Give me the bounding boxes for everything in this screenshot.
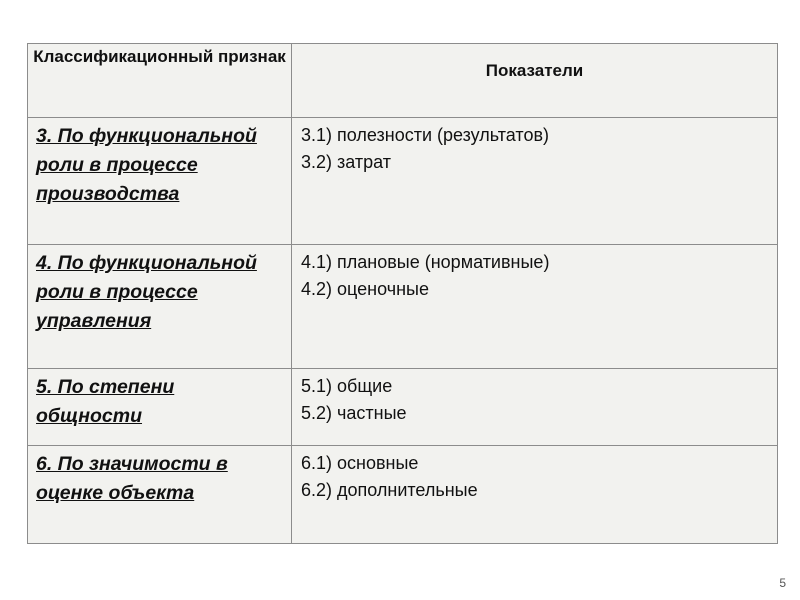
header-classification-feature: Классификационный признак [28,44,292,118]
indicators-cell [292,446,778,544]
table-row [28,245,778,369]
table-header-row [28,44,778,118]
category-cell: 5. По степени общности [28,369,292,446]
indicator-item: 5.1) общие [301,376,393,396]
page-number: 5 [779,576,786,590]
table-row [28,446,778,544]
indicator-item: 5.2) частные [301,403,407,423]
indicator-item: 3.1) полезности (результатов) [301,125,550,145]
table-row [28,369,778,446]
category-cell: 4. По функциональной роли в процессе управления [28,245,292,369]
table-row [28,118,778,245]
indicators-cell [292,245,778,369]
indicator-item: 4.1) плановые (нормативные) [301,252,550,272]
indicator-item: 3.2) затрат [301,152,391,172]
category-cell: 3. По функциональной роли в процессе производства [28,118,292,245]
header-indicators: Показатели [292,44,778,118]
indicator-item: 4.2) оценочные [301,279,429,299]
indicator-item: 6.2) дополнительные [301,480,478,500]
classification-table [27,43,778,544]
indicators-cell [292,118,778,245]
indicator-item: 6.1) основные [301,453,419,473]
category-cell: 6. По значимости в оценке объекта [28,446,292,544]
indicators-cell [292,369,778,446]
